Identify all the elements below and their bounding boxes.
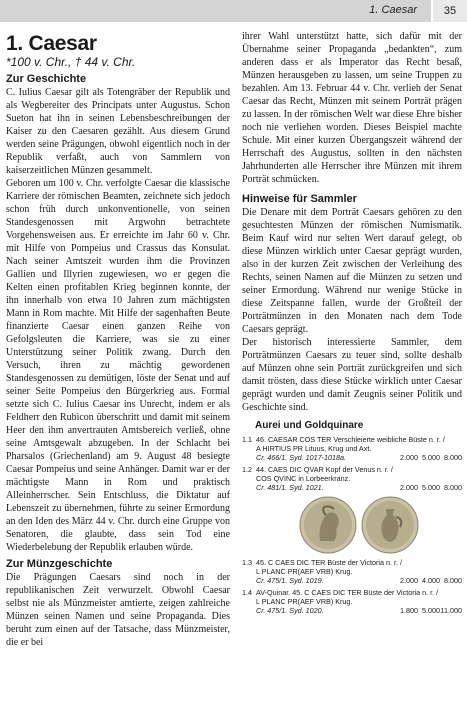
paragraph-geschichte-2: Geboren um 100 v. Chr. verfolgte Caesar die klassische Karriere der römischen Beamten, zeichnete sich jedoch schon früh durch unkonventionelle, von seinen Standesgenossen mit Argwohn betrachtete Vorgehensweisen aus. Er erreichte im Jahr 60 v. Chr. mit Hilfe von Pompeius und Crassus das Konsulat. Nach seiner Amtszeit wurden ihm die Provinzen Gallien und Illyrien zugewiesen, wo er gegen die Kelten einen profitablen Krieg beginnen konnte, der ihn innerhalb von etwa 10 Jahren zum mächtigsten Mann in Rom machte. Mit Hilfe der sagenhaften Beute finanzierte Caesar einen ganzen Reihe von Gefolgsleuten die Karriere, was sie zu einer Unterstützung seiner Politik zwang. Durch den Versuch, ihren zu mächtig gewordenen Standesgenossen zu demütigen, löste der Senat und auf seiner Seite Pompeius den Bürgerkrieg aus. Formal setzte sich C. Iulius Caesar ins Unrecht, indem er als Feldherr den Rubicon überschritt und damit mit seinem Heer den ihm anvertrauten Amtsbereich verließ, ohne seine Amtsgewalt abzugeben. In der Schlacht bei Pharsalos (Griechenland) am 9. August 48 besiegte Caesar Pompeius und seine Anhänger. Damit war er der mächtigste Mann in Rom und praktisch Alleinherrscher. Sein Entschluss, die Diktatur auf Lebenszeit zu übernehmen, führte zu seiner Ermordung an den Iden des März 44 v. Chr. durch eine Gruppe von Senatoren, die glaubte, dass sein Tod eine Wiederbelebung der Republik erlauben würde. [6, 178, 230, 553]
paragraph-muenzgeschichte: Die Prägungen Caesars sind noch in der republikanischen Zeit verwurzelt. Obwohl Caesar selbst nie als Münzmeister amtierte, zeigen zahlreiche Münzen seinen Namen und seine Propaganda. Dies beruht zum einen auf der Tatsache, dass Münzmeister, die er bei [6, 572, 230, 648]
price-3: 8.000 [444, 576, 462, 585]
header-bar [0, 0, 431, 22]
entry-reference: Cr. 466/1. Syd. 1017-1018a. [256, 453, 347, 462]
entry-reference: Cr. 481/1. Syd. 1021. [256, 483, 324, 492]
entry-number: 1.2 [242, 465, 252, 474]
coin-images [256, 495, 462, 555]
price-1: 2.000 [400, 483, 418, 492]
entry-obverse: AV-Quinar. 45. C CAES DIC TER Büste der Victoria n. r. / [256, 588, 439, 597]
price-2: 5.000 [422, 483, 440, 492]
paragraph-hinweise-1: Die Denare mit dem Porträt Caesars gehören zu den gesuchtesten Münzen der römischen Numismatik. Beim Kauf wird nur selten Wert darauf gelegt, ob diese Münzen wirklich unter Caesar geprägt wurden, also in der kurzen Zeit zwischen der Verleihung des Rechts, seinen Namen auf die Münzen zu setzen und seiner Ermordung. Während nur wenige Stücke in diese Zeitspanne fallen, wurde der Großteil der Porträtmünzen in den Monaten nach dem Tode Caesars geprägt. [242, 207, 462, 335]
heading-muenzgeschichte: Zur Münzgeschichte [6, 558, 113, 570]
price-3: 11.000 [440, 606, 462, 615]
entry-reverse: L PLANC PR(AEF VRB) Krug. [256, 567, 353, 576]
life-dates: *100 v. Chr., † 44 v. Chr. [6, 55, 136, 69]
price-2: 4.000 [422, 576, 440, 585]
price-3: 8.000 [444, 453, 462, 462]
price-2: 5.000 [422, 606, 440, 615]
entry-obverse: 46. CAESAR COS TER Verschleierte weibliche Büste n. r. / [256, 435, 445, 444]
coin-reverse-image [360, 495, 420, 555]
entry-reverse: L PLANC PR(AEF VRB) Krug. [256, 597, 353, 606]
right-column [242, 30, 462, 618]
price-1: 2.000 [400, 576, 418, 585]
catalog-heading: Aurei und Goldquinare [255, 420, 364, 431]
heading-hinweise: Hinweise für Sammler [242, 193, 357, 205]
heading-geschichte: Zur Geschichte [6, 73, 87, 85]
entry-reference: Cr. 475/1. Syd. 1019. [256, 576, 324, 585]
catalog-entry [242, 588, 462, 615]
entry-obverse: 45. C CAES DIC TER Büste der Victoria n. r. / [256, 558, 402, 567]
entry-number: 1.1 [242, 435, 252, 444]
entry-reference: Cr. 475/1. Syd. 1020. [256, 606, 324, 615]
price-2: 5.000 [422, 453, 440, 462]
coin-obverse-image [298, 495, 358, 555]
paragraph-geschichte-1: C. Iulius Caesar gilt als Totengräber der Republik und als Wegbereiter des Principats unter Augustus. Schon Sueton hat ihn in seinen Lebensbeschreibungen der Kaiser zu den Caesaren gezählt. Aus diesem Grund werden seine Prägungen, obwohl eigentlich noch in der Republik verfaßt, auch von Sammlern von kaiserzeitlichen Münzen gesammelt. [6, 87, 230, 176]
price-1: 1.800 [400, 606, 418, 615]
entry-number: 1.3 [242, 558, 252, 567]
left-column [6, 30, 230, 649]
entry-reverse: COS QVINC in Lorbeerkranz. [256, 474, 351, 483]
catalog-entry [242, 465, 462, 492]
paragraph-hinweise-2: Der historisch interessierte Sammler, dem Porträtmünzen Caesars zu teuer sind, sollte deshalb auf Münzen ohne sein Porträt zurückgreifen und sich damit trösten, dass diese Stücke wirklich unter Caesar geprägt wurden und damit Zeugnis seiner Politik und Geschichte sind. [242, 337, 462, 413]
catalog-entry [242, 435, 462, 462]
running-header [0, 0, 467, 22]
price-1: 2.000 [400, 453, 418, 462]
catalog-entry [242, 558, 462, 585]
entry-reverse: A HIRTIUS PR Lituus, Krug und Axt. [256, 444, 372, 453]
entry-obverse: 44. CAES DIC QVAR Kopf der Venus n. r. / [256, 465, 393, 474]
price-3: 8.000 [444, 483, 462, 492]
chapter-title: 1. Caesar [6, 32, 97, 55]
page-number: 35 [433, 0, 467, 22]
paragraph-muenzgeschichte-cont: ihrer Wahl unterstützt hatte, sich dafür mit der Übernahme seiner Propaganda „bedankten“, zum anderen dass er als Imperator das Recht besaß, Münzen herausgeben zu lassen, um seine Truppen zu bezahlen. Am 13. Februar 44 v. Chr. verlieh der Senat Caesar das Recht, Münzen mit seinem Porträt prägen zu lassen. In der römischen Welt war diese Ehre bisher noch nie verliehen worden. Dieses Beispiel machte Schule. Mit einer kurzen Übergangszeit während der Herrschaft des Augustus, sollten in den nächsten Jahrhunderten alle Herrscher ihre Münzen mit ihrem Porträt schmücken. [242, 31, 462, 185]
entry-number: 1.4 [242, 588, 252, 597]
header-section-title: 1. Caesar [369, 4, 417, 16]
